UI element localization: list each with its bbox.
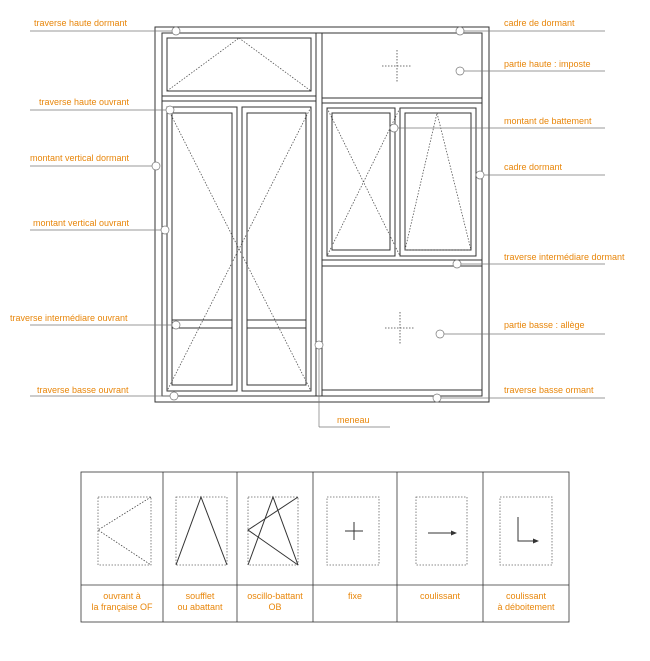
- legend-caption-oscillo-battant: [237, 591, 313, 613]
- leader-lines: [30, 31, 605, 427]
- legend-caption-coulissant: [397, 591, 483, 602]
- legend-caption-ouvrant-francaise: [81, 591, 163, 613]
- label-traverse-haute-ouvrant: traverse haute ouvrant: [39, 97, 130, 107]
- label-traverse-haute-dormant: traverse haute dormant: [34, 18, 128, 28]
- legend-caption-line1: fixe: [347, 591, 362, 601]
- allege-fixed-cross: [385, 312, 415, 345]
- legend-caption-line1: oscillo-battant: [247, 591, 303, 601]
- allege-fixed: [322, 266, 482, 396]
- left-transom: [162, 33, 316, 101]
- label-traverse-basse-ormant: traverse basse ormant: [504, 385, 594, 395]
- legend-caption-line2: ou abattant: [177, 602, 223, 612]
- label-cadre-de-dormant: cadre de dormant: [504, 18, 575, 28]
- label-traverse-intermediaire-ouvrant: traverse intermédiare ouvrant: [10, 313, 128, 323]
- legend-symbol-fixe: [327, 497, 379, 565]
- legend-caption-coulissant-deboitement: [483, 591, 569, 613]
- legend-caption-line1: coulissant: [419, 591, 461, 601]
- legend-symbol-coulissant-deboitement: [500, 497, 552, 565]
- legend-caption-line2: la française OF: [91, 602, 153, 612]
- label-traverse-basse-ouvrant: traverse basse ouvrant: [37, 385, 129, 395]
- label-traverse-intermediaire-dormant: traverse intermédiare dormant: [504, 252, 625, 262]
- legend-caption-soufflet: [163, 591, 237, 613]
- leader-markers: [152, 27, 484, 402]
- right-middle-leaves: [322, 103, 482, 266]
- left-transom-opening: [167, 38, 311, 91]
- label-montant-vertical-ouvrant: montant vertical ouvrant: [33, 218, 130, 228]
- left-french-leaves: [162, 101, 316, 396]
- legend-symbol-coulissant: [416, 497, 467, 565]
- left-leaves-opening-lines: [167, 107, 311, 391]
- legend-caption-line1: soufflet: [185, 591, 215, 601]
- imposte-fixed-cross: [382, 50, 412, 82]
- label-partie-haute-imposte: partie haute : imposte: [504, 59, 591, 69]
- label-partie-basse-allege: partie basse : allège: [504, 320, 585, 330]
- label-montant-vertical-dormant: montant vertical dormant: [30, 153, 130, 163]
- imposte-fixed: [322, 98, 482, 103]
- legend-caption-fixe: [313, 591, 397, 602]
- label-meneau: meneau: [337, 415, 370, 425]
- label-cadre-dormant: cadre dormant: [504, 162, 563, 172]
- legend-caption-line2: à déboitement: [497, 602, 555, 612]
- label-montant-de-battement: montant de battement: [504, 116, 592, 126]
- legend-caption-line1: coulissant: [505, 591, 547, 601]
- legend-caption-line2: OB: [268, 602, 282, 612]
- legend-symbol-ouvrant-francaise: [98, 497, 151, 565]
- legend-caption-line1: ouvrant à: [103, 591, 141, 601]
- right-middle-opening-lines: [327, 108, 471, 256]
- legend-symbol-soufflet: [176, 497, 227, 565]
- legend-symbol-oscillo-battant: [248, 497, 298, 565]
